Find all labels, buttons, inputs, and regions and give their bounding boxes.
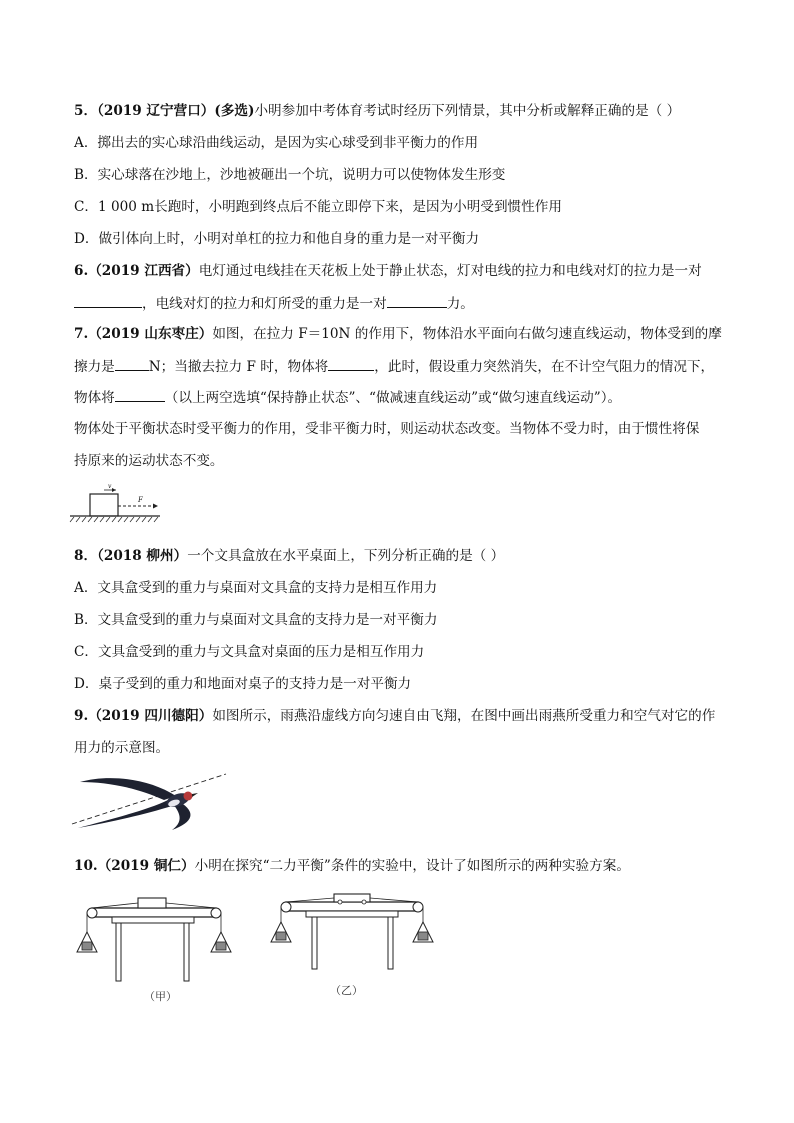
q7-note-1: 物体处于平衡状态时受平衡力的作用，受非平衡力时，则运动状态改变。当物体不受力时，由于惯性将保 xyxy=(74,421,700,437)
q7-blank-3[interactable] xyxy=(115,387,165,402)
q10-stem xyxy=(74,856,630,876)
ground-hatching xyxy=(70,517,158,522)
weight-right xyxy=(216,942,226,950)
q9-line-1 xyxy=(74,706,715,726)
q5-option-c: C．1 000 m长跑时，小明跑到终点后不能立即停下来，是因为小明受到惯性作用 xyxy=(74,199,562,215)
q7-source-tag: （2019 山东枣庄） xyxy=(88,326,213,342)
q6-blank-1[interactable] xyxy=(74,293,142,308)
caption-jia: （甲） xyxy=(144,990,177,1003)
weight-right xyxy=(418,932,428,940)
q7-blank-2[interactable] xyxy=(328,356,374,371)
q7-text-3b: （以上两空选填“保持静止状态”、“做减速直线运动”或“做匀速直线运动”）。 xyxy=(164,390,622,406)
block-shape xyxy=(90,494,118,516)
table-leg-left xyxy=(116,923,121,981)
q8-stem-text: 一个文具盒放在水平桌面上，下列分析正确的是（ ） xyxy=(187,548,505,564)
q6-source-tag: （2019 江西省） xyxy=(88,263,199,279)
table-leg-right xyxy=(388,917,393,969)
string-right xyxy=(166,903,216,908)
q8-option-c: C．文具盒受到的重力与文具盒对桌面的压力是相互作用力 xyxy=(74,644,425,660)
q10-number: 10. xyxy=(74,858,98,874)
q7-text-2c: ，此时，假设重力突然消失，在不计空气阻力的情况下， xyxy=(374,359,715,375)
q8-option-a: A．文具盒受到的重力与桌面对文具盒的支持力是相互作用力 xyxy=(74,580,438,596)
velocity-arrow-head xyxy=(112,488,116,492)
q6-number: 6. xyxy=(74,263,89,279)
force-arrow-head xyxy=(153,504,158,509)
q7-text-3a: 物体将 xyxy=(74,390,115,406)
q6-blank-2[interactable] xyxy=(387,293,447,308)
caption-yi: （乙） xyxy=(330,984,363,997)
q8-stem xyxy=(74,546,504,566)
q7-figure xyxy=(68,484,164,528)
q7-text-2a: 擦力是 xyxy=(74,359,115,375)
q5-option-a: A．掷出去的实心球沿曲线运动，是因为实心球受到非平衡力的作用 xyxy=(74,135,479,151)
q5-option-b: B．实心球落在沙地上，沙地被砸出一个坑，说明力可以使物体发生形变 xyxy=(74,167,506,183)
q9-source-tag: （2019 四川德阳） xyxy=(88,708,213,724)
table-apron xyxy=(112,917,194,923)
q8-number: 8． xyxy=(74,548,98,564)
weight-left xyxy=(82,942,92,950)
q9-line-2: 用力的示意图。 xyxy=(74,740,170,756)
q9-text-1: 如图所示，雨燕沿虚线方向匀速自由飞翔，在图中画出雨燕所受重力和空气对它的作 xyxy=(212,708,716,724)
q7-line-1 xyxy=(74,324,722,344)
table-apron xyxy=(306,911,398,917)
q10-figure-yi xyxy=(264,880,444,970)
velocity-label: v xyxy=(108,484,112,490)
swallow-head xyxy=(184,792,193,801)
swallow-tail xyxy=(78,800,172,828)
q9-swallow-figure xyxy=(68,770,232,832)
q8-option-b: B．文具盒受到的重力与桌面对文具盒的支持力是一对平衡力 xyxy=(74,612,438,628)
pulley-right xyxy=(211,908,221,918)
q7-note-2: 持原来的运动状态不变。 xyxy=(74,453,224,469)
q10-stem-text: 小明在探究“二力平衡”条件的实验中，设计了如图所示的两种实验方案。 xyxy=(194,858,630,874)
q10-source-tag: （2019 铜仁） xyxy=(97,858,195,874)
wooden-block xyxy=(138,898,166,908)
q7-blank-1[interactable] xyxy=(115,356,149,371)
q6-line-2 xyxy=(74,293,474,314)
q5-option-d: D．做引体向上时，小明对单杠的拉力和他自身的重力是一对平衡力 xyxy=(74,231,480,247)
pulley-right xyxy=(413,902,423,912)
swallow-beak xyxy=(192,793,198,797)
q7-number: 7. xyxy=(74,326,89,342)
pulley-left xyxy=(87,908,97,918)
string-left xyxy=(92,903,138,908)
q8-option-d: D．桌子受到的重力和地面对桌子的支持力是一对平衡力 xyxy=(74,676,412,692)
q9-number: 9. xyxy=(74,708,89,724)
q6-stem-a: 电灯通过电线挂在天花板上处于静止状态，灯对电线的拉力和电线对灯的拉力是一对 xyxy=(198,263,702,279)
q7-text-1: 如图，在拉力 F＝10N 的作用下，物体沿水平面向右做匀速直线运动，物体受到的摩 xyxy=(212,326,722,342)
q6-stem-c: 力。 xyxy=(446,296,474,312)
q5-stem-text: 小明参加中考体育考试时经历下列情景，其中分析或解释正确的是（ ） xyxy=(254,103,681,119)
cart-wheel-left xyxy=(338,900,342,904)
cart-wheel-right xyxy=(362,900,366,904)
force-label: F xyxy=(138,496,143,504)
q7-text-2b: N；当撤去拉力 F 时，物体将 xyxy=(148,359,329,375)
table-top xyxy=(92,908,216,917)
swallow-upper-wing xyxy=(80,778,176,800)
q5-number: 5． xyxy=(74,103,98,119)
q6-line-1 xyxy=(74,261,702,281)
q10-figure-jia xyxy=(72,894,232,984)
weight-left xyxy=(276,932,286,940)
table-top xyxy=(286,902,418,911)
q8-source-tag: （2018 柳州） xyxy=(97,548,188,564)
q7-line-2 xyxy=(74,356,714,377)
q5-stem xyxy=(74,101,680,121)
q6-stem-b: ，电线对灯的拉力和灯所受的重力是一对 xyxy=(142,296,387,312)
q7-line-3 xyxy=(74,387,621,408)
table-leg-right xyxy=(184,923,189,981)
table-leg-left xyxy=(312,917,317,969)
pulley-left xyxy=(281,902,291,912)
q5-source-tag: （2019 辽宁营口）(多选) xyxy=(97,103,255,119)
